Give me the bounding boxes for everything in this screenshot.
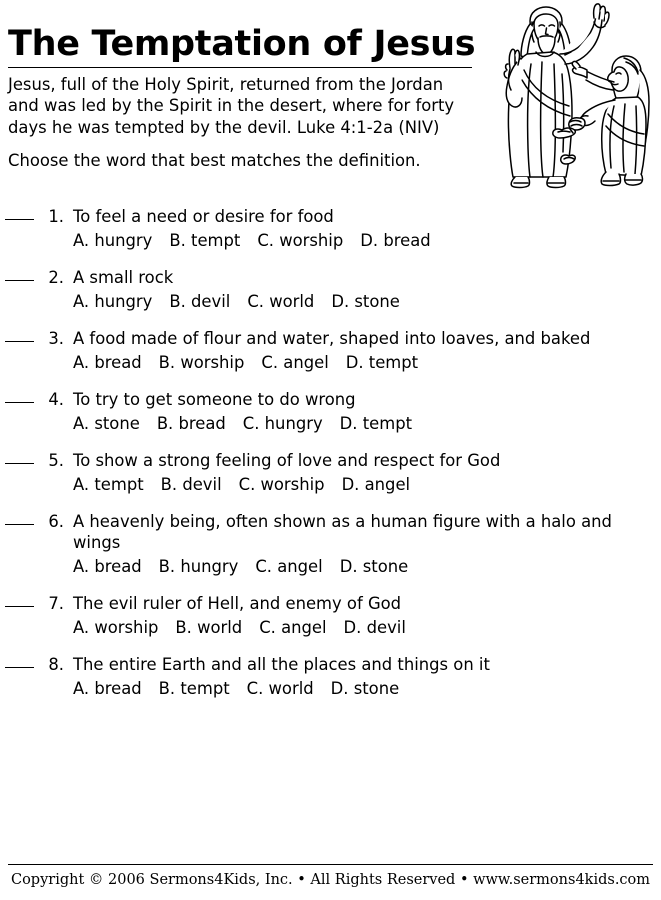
- footer-divider: [8, 864, 653, 865]
- question-item: [0, 511, 661, 577]
- option-b[interactable]: B. hungry: [158, 557, 239, 576]
- option-c[interactable]: C. worship: [238, 475, 325, 494]
- option-c[interactable]: C. angel: [261, 353, 329, 372]
- option-d[interactable]: D. angel: [341, 475, 411, 494]
- option-a[interactable]: A. tempt: [73, 475, 144, 494]
- scripture-text: Jesus, full of the Holy Spirit, returned from the Jordan and was led by the Spirit in the desert, where for forty days he was tempted by the devil. Luke 4:1-2a (NIV): [8, 74, 455, 137]
- option-b[interactable]: B. tempt: [158, 679, 230, 698]
- question-text: The evil ruler of Hell, and enemy of God: [73, 594, 402, 613]
- question-text: A food made of flour and water, shaped into loaves, and baked: [73, 329, 591, 348]
- option-b[interactable]: B. devil: [169, 292, 231, 311]
- question-text: A heavenly being, often shown as a human figure with a halo and wings: [73, 512, 612, 552]
- option-d[interactable]: D. stone: [331, 292, 400, 311]
- questions-list: [0, 206, 661, 715]
- option-d[interactable]: D. bread: [360, 231, 431, 250]
- option-d[interactable]: D. stone: [339, 557, 409, 576]
- option-c[interactable]: C. hungry: [242, 414, 323, 433]
- question-options: [73, 230, 649, 251]
- question-text: To feel a need or desire for food: [73, 207, 334, 226]
- answer-blank-7[interactable]: [5, 606, 34, 607]
- question-text: The entire Earth and all the places and things on it: [73, 655, 490, 674]
- option-b[interactable]: B. tempt: [169, 231, 241, 250]
- question-text: To show a strong feeling of love and respect for God: [73, 451, 501, 470]
- option-c[interactable]: C. angel: [255, 557, 323, 576]
- option-b[interactable]: B. world: [175, 618, 243, 637]
- question-options: [73, 352, 649, 373]
- option-a[interactable]: A. bread: [73, 679, 142, 698]
- jesus-tempted-by-devil-icon: [474, 2, 659, 198]
- question-item: [0, 267, 661, 312]
- copyright-text: Copyright © 2006 Sermons4Kids, Inc. • All Rights Reserved • www.sermons4kids.com: [10, 872, 651, 888]
- question-number: 8.: [48, 655, 64, 674]
- question-item: [0, 654, 661, 699]
- question-number: 6.: [48, 512, 64, 531]
- answer-blank-6[interactable]: [5, 524, 34, 525]
- question-body: [73, 206, 661, 251]
- question-number: 7.: [48, 594, 64, 613]
- question-options: [73, 556, 649, 577]
- question-number: 1.: [48, 207, 64, 226]
- question-number: 4.: [48, 390, 64, 409]
- option-d[interactable]: D. devil: [343, 618, 406, 637]
- question-body: [73, 450, 661, 495]
- question-body: [73, 267, 661, 312]
- question-number: 2.: [48, 268, 64, 287]
- option-c[interactable]: C. worship: [257, 231, 344, 250]
- question-number: 5.: [48, 451, 64, 470]
- question-body: [73, 654, 661, 699]
- question-text: To try to get someone to do wrong: [73, 390, 356, 409]
- option-a[interactable]: A. hungry: [73, 231, 153, 250]
- option-a[interactable]: A. bread: [73, 557, 142, 576]
- answer-blank-2[interactable]: [5, 280, 34, 281]
- question-item: [0, 206, 661, 251]
- option-a[interactable]: A. bread: [73, 353, 142, 372]
- answer-blank-5[interactable]: [5, 463, 34, 464]
- question-options: [73, 678, 649, 699]
- instruction-text: Choose the word that best matches the definition.: [8, 151, 421, 171]
- question-item: [0, 328, 661, 373]
- question-body: [73, 389, 661, 434]
- question-item: [0, 593, 661, 638]
- option-b[interactable]: B. bread: [156, 414, 226, 433]
- answer-blank-1[interactable]: [5, 219, 34, 220]
- question-number: 3.: [48, 329, 64, 348]
- question-item: [0, 389, 661, 434]
- answer-blank-3[interactable]: [5, 341, 34, 342]
- question-options: [73, 291, 649, 312]
- question-options: [73, 617, 649, 638]
- option-a[interactable]: A. stone: [73, 414, 140, 433]
- option-d[interactable]: D. tempt: [339, 414, 413, 433]
- page-footer: [8, 864, 653, 888]
- title-divider: [8, 67, 472, 68]
- option-c[interactable]: C. world: [246, 679, 314, 698]
- question-options: [73, 413, 649, 434]
- option-d[interactable]: D. tempt: [345, 353, 419, 372]
- question-body: [73, 328, 661, 373]
- question-text: A small rock: [73, 268, 174, 287]
- question-options: [73, 474, 649, 495]
- option-d[interactable]: D. stone: [330, 679, 400, 698]
- answer-blank-8[interactable]: [5, 667, 34, 668]
- option-b[interactable]: B. worship: [158, 353, 245, 372]
- question-item: [0, 450, 661, 495]
- question-body: [73, 511, 661, 577]
- option-a[interactable]: A. hungry: [73, 292, 153, 311]
- answer-blank-4[interactable]: [5, 402, 34, 403]
- worksheet-header: [8, 26, 478, 172]
- option-b[interactable]: B. devil: [160, 475, 222, 494]
- option-c[interactable]: C. angel: [259, 618, 327, 637]
- page-title: The Temptation of Jesus: [8, 24, 476, 64]
- option-c[interactable]: C. world: [247, 292, 315, 311]
- option-a[interactable]: A. worship: [73, 618, 159, 637]
- question-body: [73, 593, 661, 638]
